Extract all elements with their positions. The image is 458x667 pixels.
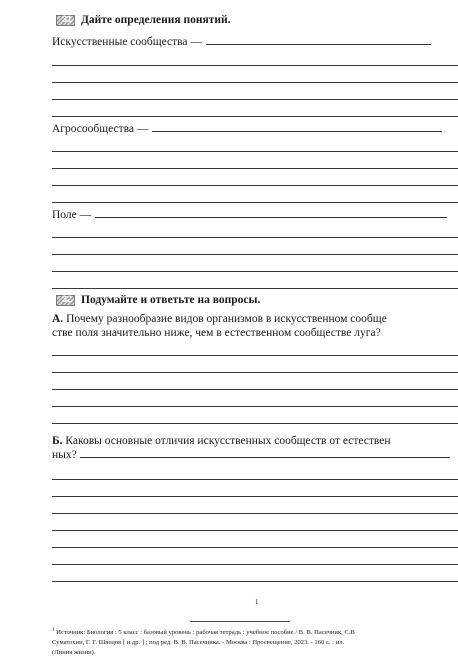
- answer-line[interactable]: [52, 389, 458, 390]
- answer-line[interactable]: [52, 423, 458, 424]
- footnote: $^1$ Источник: Биология : 5 класс : базовый уровень : рабочая тетрадь : учебное пособие / В. В. Пасечник, С.В Суматохин, Г. Г. Швецов [ и др. ] ; под ред. В. В. Пасечника. - Москва : Просвещение, 2023. - 160 с. : ил. (Линия жизни).: [52, 628, 355, 657]
- task-32-header: [56, 294, 260, 306]
- answer-line[interactable]: [52, 82, 458, 83]
- answer-line[interactable]: [52, 99, 458, 100]
- answer-line[interactable]: [52, 237, 458, 238]
- term-field: [52, 209, 447, 221]
- answer-line[interactable]: [52, 202, 458, 203]
- answer-line[interactable]: [95, 217, 447, 218]
- question-a: А. Почему разнообразие видов организмов в искусственном сообще стве поля значительно ниже, чем в естественном сообществе луга?: [52, 313, 387, 339]
- answer-line[interactable]: [80, 457, 450, 458]
- answer-line[interactable]: [52, 185, 458, 186]
- answer-line[interactable]: [52, 151, 458, 152]
- task-number-badge: 31: [56, 15, 75, 26]
- answer-line[interactable]: [52, 496, 458, 497]
- task-31-title: Дайте определения понятий.: [81, 14, 231, 26]
- answer-line[interactable]: [52, 271, 458, 272]
- answer-line[interactable]: [52, 530, 458, 531]
- answer-line[interactable]: [206, 44, 431, 45]
- task-number-badge: 32: [56, 295, 75, 306]
- question-letter: А.: [52, 313, 64, 325]
- footnote-divider: [190, 621, 290, 622]
- answer-line[interactable]: [52, 406, 458, 407]
- answer-line[interactable]: [52, 564, 458, 565]
- answer-line[interactable]: [52, 372, 458, 373]
- answer-line[interactable]: [52, 116, 458, 117]
- question-letter: Б.: [52, 435, 63, 447]
- answer-line[interactable]: [52, 547, 458, 548]
- answer-line[interactable]: [52, 65, 458, 66]
- term-label: Поле —: [52, 209, 92, 221]
- term-agrocommunities: [52, 123, 442, 135]
- answer-line[interactable]: [52, 168, 458, 169]
- task-32-title: Подумайте и ответьте на вопросы.: [81, 294, 261, 306]
- answer-line[interactable]: [52, 581, 458, 582]
- answer-line[interactable]: [52, 513, 458, 514]
- answer-line[interactable]: [152, 131, 442, 132]
- footnote-marker: 1: [52, 628, 55, 633]
- term-label: Искусственные сообщества —: [52, 36, 202, 48]
- answer-line[interactable]: [52, 479, 458, 480]
- answer-line[interactable]: [52, 288, 458, 289]
- term-label: Агросообщества —: [52, 123, 149, 135]
- answer-line[interactable]: [52, 254, 458, 255]
- page-number: 1: [255, 598, 259, 606]
- term-artificial-communities: [52, 36, 431, 48]
- task-31-header: [56, 14, 230, 26]
- question-b: Б. Каковы основные отличия искусственных сообществ от естествен ных?: [52, 434, 450, 462]
- answer-line[interactable]: [52, 355, 458, 356]
